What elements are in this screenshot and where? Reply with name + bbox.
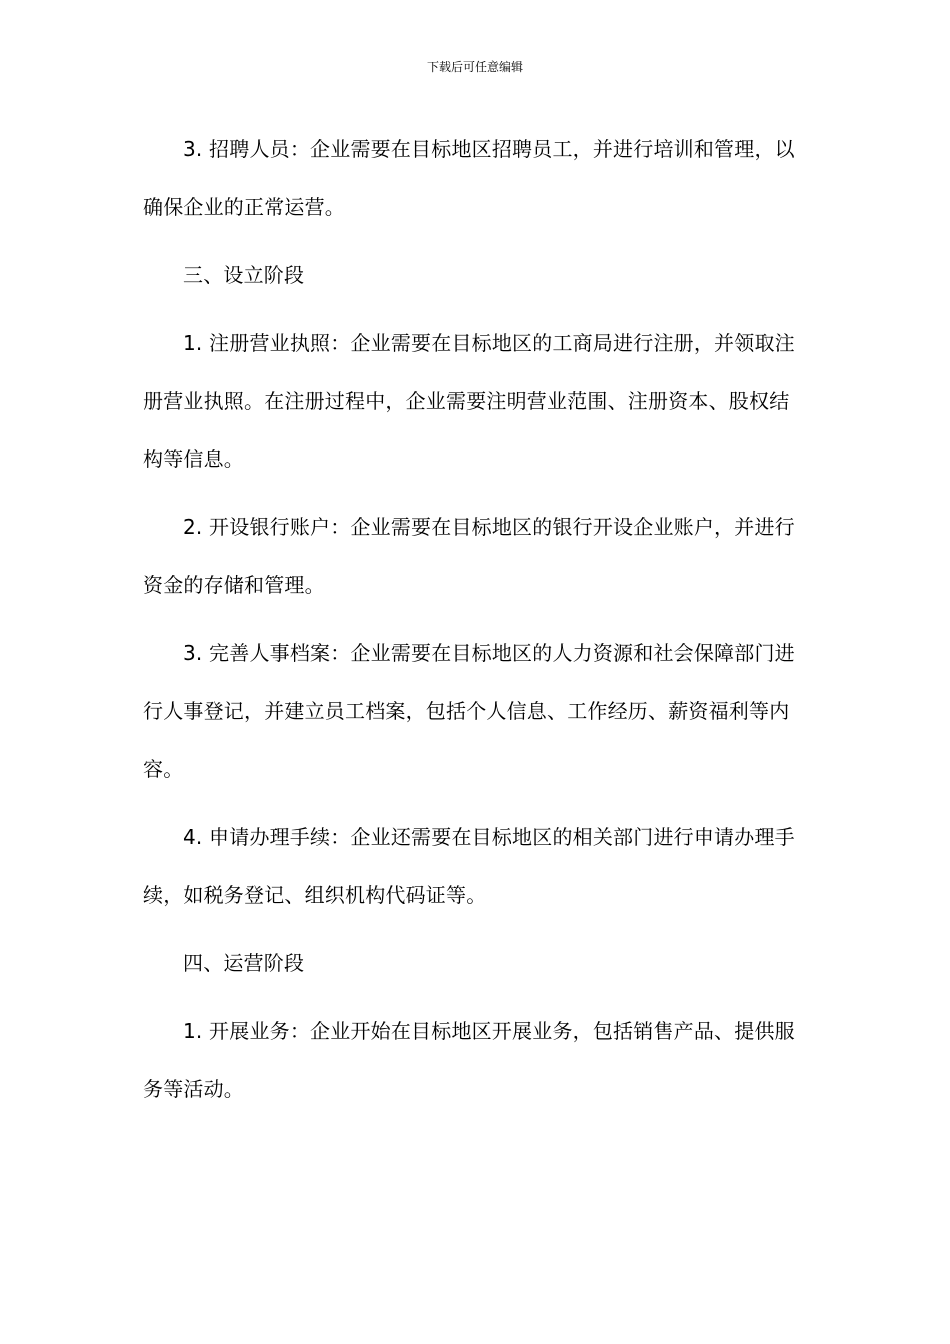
- document-body: [143, 120, 807, 1118]
- section-heading-setup-stage: 三、设立阶段: [183, 263, 305, 287]
- paragraph-personnel-records: 3. 完善人事档案：企业需要在目标地区的人力资源和社会保障部门进行人事登记，并建立员工档案，包括个人信息、工作经历、薪资福利等内容。: [143, 641, 795, 781]
- paragraph-start-business: 1. 开展业务：企业开始在目标地区开展业务，包括销售产品、提供服务等活动。: [143, 1019, 795, 1101]
- paragraph-apply-procedures: 4. 申请办理手续：企业还需要在目标地区的相关部门进行申请办理手续，如税务登记、组织机构代码证等。: [143, 825, 795, 907]
- section-heading-operation-stage: 四、运营阶段: [183, 951, 305, 975]
- paragraph-bank-account: 2. 开设银行账户：企业需要在目标地区的银行开设企业账户，并进行资金的存储和管理。: [143, 515, 795, 597]
- paragraph-business-license: 1. 注册营业执照：企业需要在目标地区的工商局进行注册，并领取注册营业执照。在注册过程中，企业需要注明营业范围、注册资本、股权结构等信息。: [143, 331, 795, 471]
- paragraph-recruit-staff: 3. 招聘人员：企业需要在目标地区招聘员工，并进行培训和管理，以确保企业的正常运营。: [143, 137, 795, 219]
- page-header-note: 下载后可任意编辑: [426, 60, 523, 74]
